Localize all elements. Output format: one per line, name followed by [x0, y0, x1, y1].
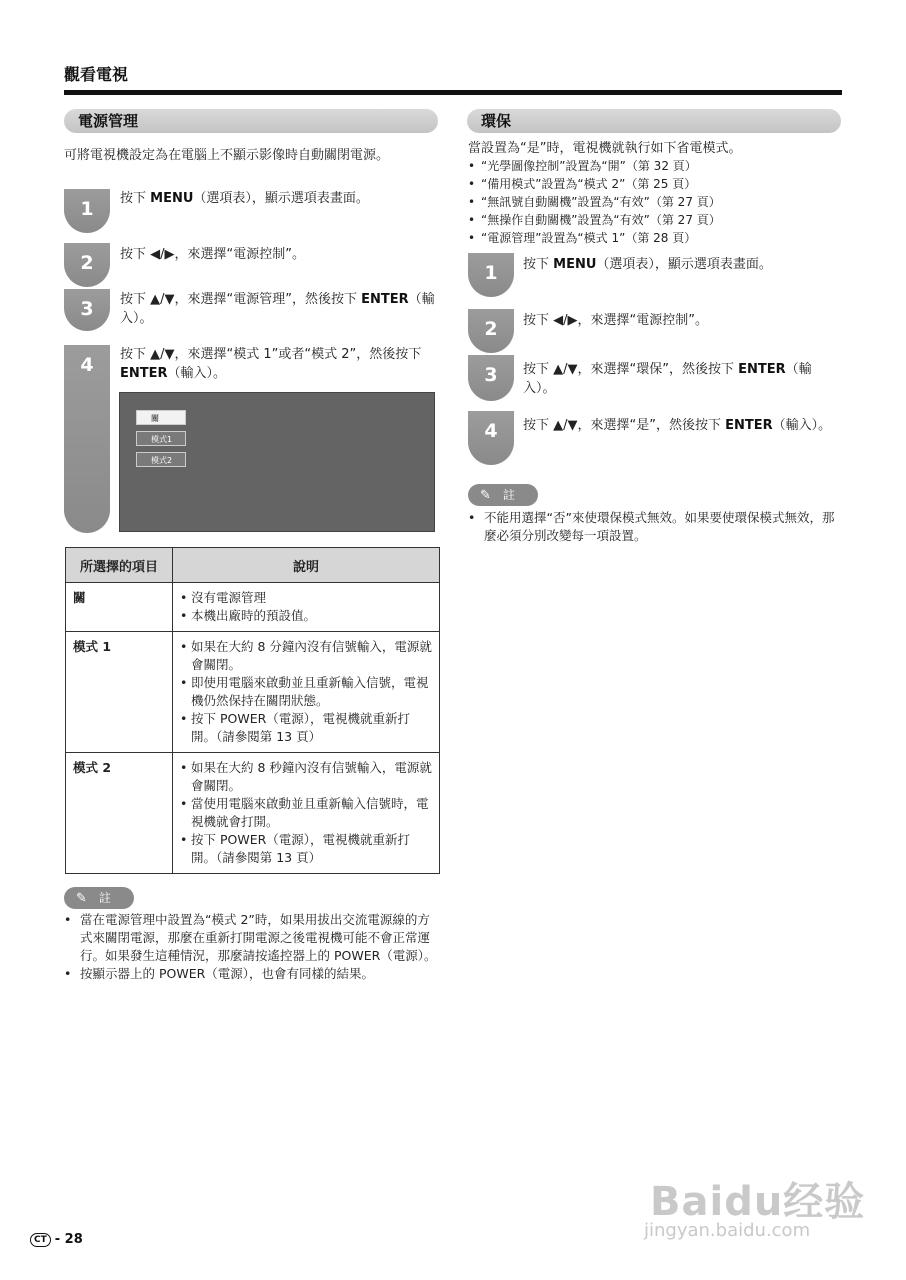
section-title-power-management: 電源管理	[64, 109, 438, 133]
step-number: 1	[64, 189, 110, 233]
step-number: 3	[468, 355, 514, 401]
section-title-eco: 環保	[467, 109, 841, 133]
page-footer	[30, 1232, 83, 1247]
step-number: 4	[64, 345, 110, 533]
step-instruction: 按下 MENU（選項表），顯示選項表畫面。	[523, 257, 772, 272]
settings-description-table	[65, 547, 440, 874]
list-item: • 按下 POWER（電源），電視機就重新打開。（請參閱第 13 頁）	[180, 710, 433, 746]
step-number: 3	[64, 289, 110, 331]
pencil-icon: ✎	[480, 488, 491, 503]
step-instruction: 按下 ▲/▼，來選擇“模式 1”或者“模式 2”，然後按下 ENTER（輸入）。	[120, 347, 422, 381]
note-badge: ✎ 註	[468, 484, 538, 506]
watermark-brand: Baidu经验	[650, 1179, 866, 1225]
list-item: • 即使用電腦來啟動並且重新輸入信號，電視機仍然保持在關閉狀態。	[180, 674, 433, 710]
intro-text: 可將電視機設定為在電腦上不顯示影像時自動關閉電源。	[64, 148, 390, 163]
list-item: • “電源管理”設置為“模式 1”（第 28 頁）	[468, 229, 842, 247]
list-item: • 不能用選擇“否”來使環保模式無效。如果要使環保模式無效，那麼必須分別改變每一項設置。	[468, 509, 842, 545]
list-item: • “光學圖像控制”設置為“開”（第 32 頁）	[468, 157, 842, 175]
table-header-description: 說明	[173, 548, 440, 583]
table-cell-description	[173, 632, 440, 753]
step-instruction: 按下 MENU（選項表），顯示選項表畫面。	[120, 191, 369, 206]
list-item: • 當使用電腦來啟動並且重新輸入信號時，電視機就會打開。	[180, 795, 433, 831]
step-number: 2	[468, 309, 514, 353]
screen-menu-item: 模式1	[136, 431, 186, 446]
note-list	[64, 911, 440, 983]
step-instruction: 按下 ▲/▼，來選擇“環保”，然後按下 ENTER（輸入）。	[523, 362, 812, 396]
step-number: 4	[468, 411, 514, 465]
list-item: • 按顯示器上的 POWER（電源），也會有同樣的結果。	[64, 965, 440, 983]
note-badge: ✎ 註	[64, 887, 134, 909]
eco-settings-list	[468, 157, 842, 247]
list-item: • 本機出廠時的預設值。	[180, 607, 433, 625]
page-number: - 28	[54, 1232, 83, 1247]
table-row	[66, 583, 440, 632]
table-cell-description	[173, 583, 440, 632]
table-cell-description	[173, 753, 440, 874]
watermark	[640, 1140, 870, 1250]
list-item: • 如果在大約 8 分鐘內沒有信號輸入，電源就會關閉。	[180, 638, 433, 674]
step-number: 1	[468, 253, 514, 297]
list-item: • “無訊號自動關機”設置為“有效”（第 27 頁）	[468, 193, 842, 211]
intro-text: 當設置為“是”時，電視機就執行如下省電模式。	[468, 141, 742, 156]
table-header-row	[66, 548, 440, 583]
note-list	[468, 509, 842, 545]
pencil-icon: ✎	[76, 891, 87, 906]
step-instruction: 按下 ▲/▼，來選擇“電源管理”，然後按下 ENTER（輸入）。	[120, 292, 435, 326]
header-divider	[64, 90, 842, 95]
step-instruction: 按下 ◀/▶，來選擇“電源控制”。	[120, 247, 305, 262]
table-cell-item: 關	[66, 583, 173, 632]
list-item: • “備用模式”設置為“模式 2”（第 25 頁）	[468, 175, 842, 193]
table-row	[66, 753, 440, 874]
list-item: • 如果在大約 8 秒鐘內沒有信號輸入，電源就會關閉。	[180, 759, 433, 795]
list-item: • “無操作自動關機”設置為“有效”（第 27 頁）	[468, 211, 842, 229]
table-row	[66, 632, 440, 753]
table-cell-item: 模式 2	[66, 753, 173, 874]
step-instruction: 按下 ▲/▼，來選擇“是”，然後按下 ENTER（輸入）。	[523, 418, 832, 433]
tv-screen-illustration	[119, 392, 435, 532]
list-item: • 當在電源管理中設置為“模式 2”時，如果用拔出交流電源線的方式來關閉電源，那麼在重新打開電源之後電視機可能不會正常運行。如果發生這種情況，那麼請按遙控器上的 POWER（電源）。	[64, 911, 440, 965]
table-header-item: 所選擇的項目	[66, 548, 173, 583]
language-badge: CT	[30, 1233, 51, 1247]
step-instruction: 按下 ◀/▶，來選擇“電源控制”。	[523, 313, 708, 328]
list-item: • 按下 POWER（電源），電視機就重新打開。（請參閱第 13 頁）	[180, 831, 433, 867]
watermark-url: jingyan.baidu.com	[644, 1220, 811, 1241]
screen-menu-item: 模式2	[136, 452, 186, 467]
list-item: • 沒有電源管理	[180, 589, 433, 607]
screen-menu-item: 關	[136, 410, 186, 425]
page-header-title: 觀看電視	[64, 65, 129, 84]
table-cell-item: 模式 1	[66, 632, 173, 753]
step-number: 2	[64, 243, 110, 287]
